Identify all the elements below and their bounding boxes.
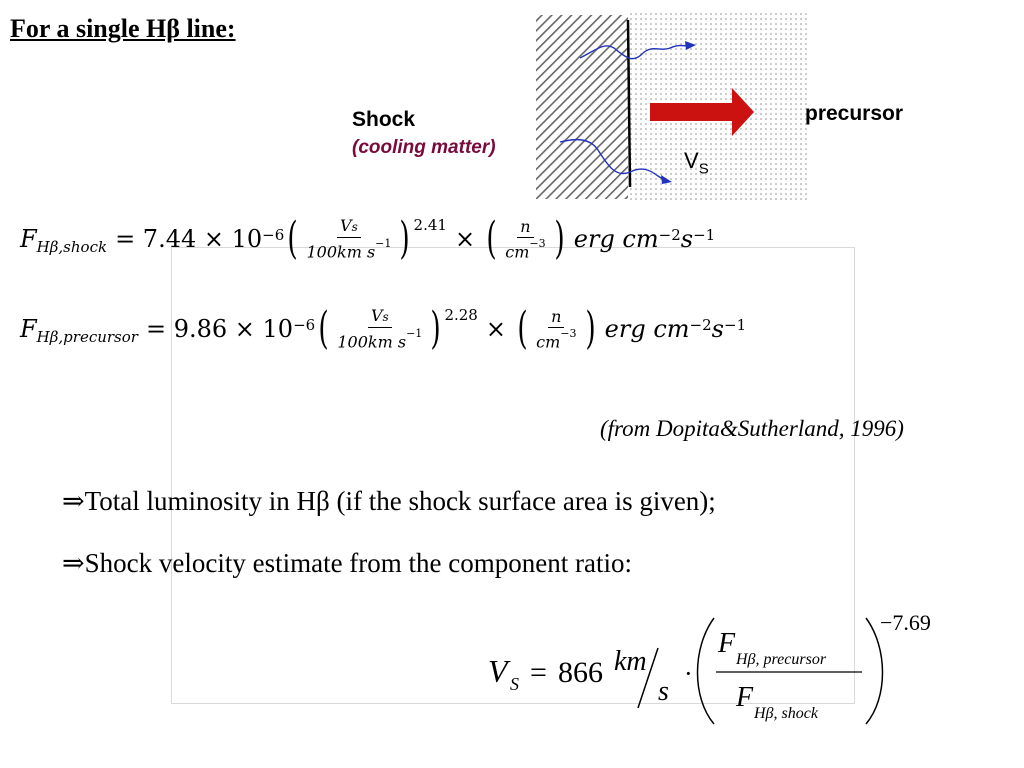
- page-title: For a single Hβ line:: [10, 14, 236, 43]
- multiply-dot: ·: [684, 659, 693, 688]
- ratio-denominator-sub: Hβ, shock: [754, 705, 818, 722]
- precursor-label: precursor: [805, 102, 904, 125]
- equation-shock-flux: F Hβ,shock = 7.44 × 10 $^{-6}$ ( $\frac{Vs}{100km s^{-1}}$ ) $^{2.41}$ × ( $\frac{n}{cm^{-3}}$ ) erg cm $^{-2}$ s $^{-1}$: [20, 213, 716, 265]
- shock-label: Shock: [352, 108, 416, 131]
- bullet-luminosity: ⇒Total luminosity in Hβ (if the shock surface area is given);: [62, 486, 716, 516]
- reference-citation: (from Dopita&Sutherland, 1996): [600, 416, 904, 441]
- shock-diagram: [534, 12, 810, 202]
- bullet-velocity: ⇒Shock velocity estimate from the component ratio:: [62, 548, 632, 578]
- equation-precursor-flux: F Hβ,precursor = 9.86 × 10 $^{-6}$ ( $\frac{Vs}{100km s^{-1}}$ ) $^{2.28}$ × ( $\frac{n}{cm^{-3}}$ ) erg cm $^{-2}$ s $^{-1}$: [20, 303, 747, 355]
- equation-velocity-estimate: [488, 612, 948, 732]
- velocity-subscript: S: [510, 674, 519, 694]
- left-paren: [698, 618, 715, 724]
- ratio-exponent: −7.69: [880, 610, 931, 635]
- unit-numerator: km: [614, 646, 647, 677]
- unit-denominator: s: [658, 676, 669, 707]
- velocity-symbol: V: [488, 653, 508, 689]
- velocity-coefficient: 866: [558, 656, 603, 689]
- velocity-label: $V_S$: [684, 148, 709, 178]
- ratio-numerator-main: F: [718, 628, 736, 659]
- ratio-denominator-main: F: [736, 682, 754, 713]
- shock-subtitle: (cooling matter): [352, 137, 496, 158]
- ratio-numerator-sub: Hβ, precursor: [736, 651, 827, 668]
- equals-sign: =: [530, 656, 547, 689]
